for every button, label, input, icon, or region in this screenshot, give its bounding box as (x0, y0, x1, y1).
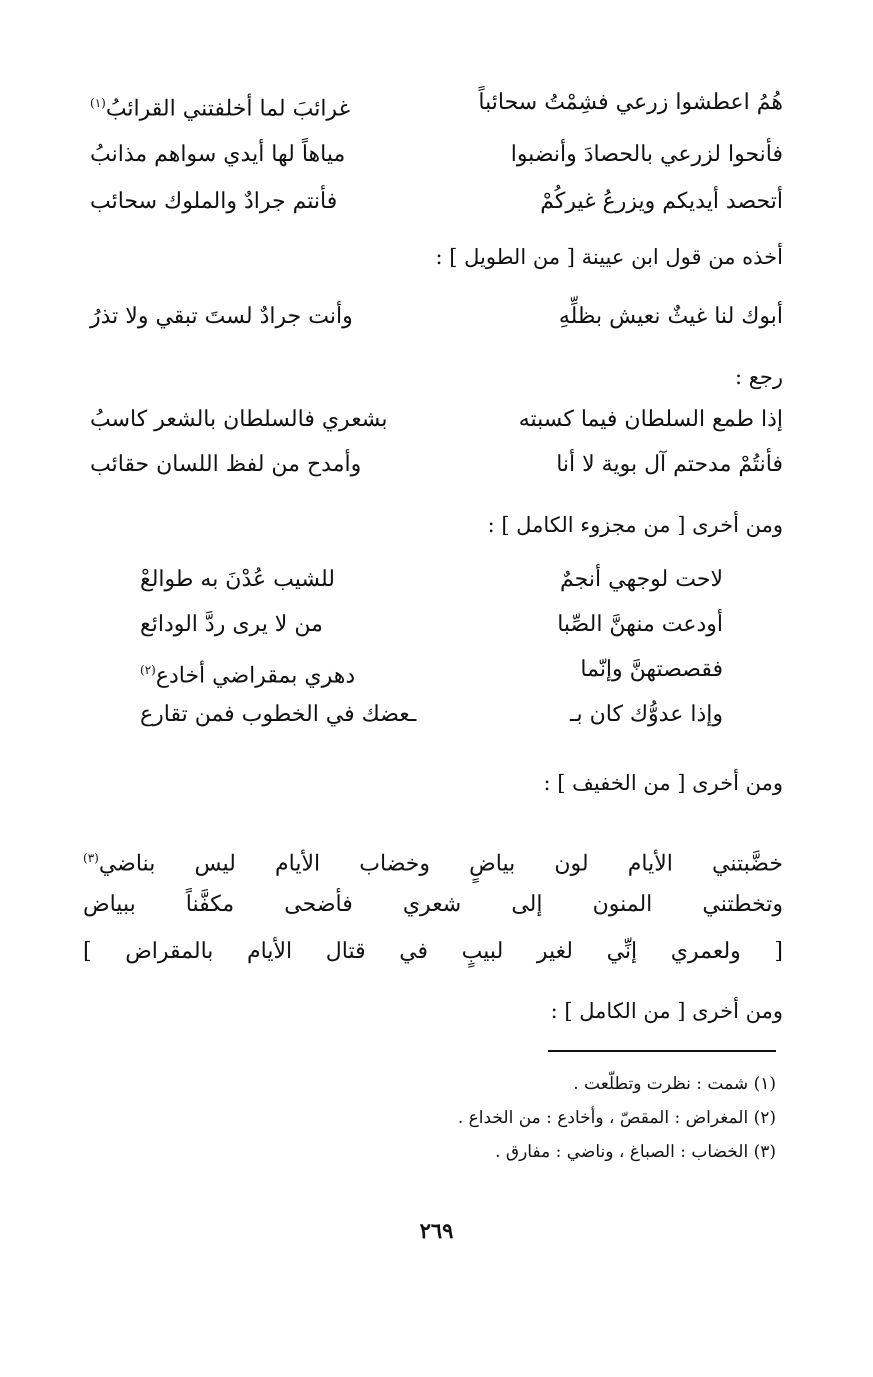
poem4-line-3: [ ولعمري إنِّي لغير لبيبٍ في قتال الأيام بالمقراض ] (83, 939, 783, 964)
page-number: ٢٦٩ (419, 1218, 454, 1243)
poem3-verse-4-second: ـعضك في الخطوب فمن تقارع (140, 702, 417, 727)
footnote-marker-3: (٣) (83, 851, 99, 865)
intro-khafif: ومن أخرى [ من الخفيف ] : (543, 771, 783, 795)
quote-second-hemistich: وأنت جرادٌ لستَ تبقي ولا تذرُ (90, 304, 353, 329)
poem4-line-2: وتخطتني المنون إلى شعري فأضحى مكفَّناً ببياض (83, 892, 783, 917)
poem3-verse-3-second (140, 655, 355, 691)
poem3-verse-4-first: وإذا عدوُّك كان بـ (570, 702, 723, 727)
verse-1-first-hemistich: هُمُ اعطشوا زرعي فشِمْتُ سحائباً (478, 90, 783, 115)
poem2-verse-1-first: إذا طمع السلطان فيما كسبته (518, 407, 783, 432)
poem3-verse-1-first: لاحت لوجهي أنجمٌ (560, 567, 723, 592)
poem2-verse-1-second: بشعري فالسلطان بالشعر كاسبُ (90, 407, 388, 432)
poem2-verse-2-second: وأمدح من لفظ اللسان حقائب (90, 452, 362, 477)
poem3-verse-1-second: للشيب عُدْنَ به طوالعْ (140, 567, 335, 592)
poem4-line-1-text: خضَّبتني الأيام لون بياضٍ وخضاب الأيام ليس بناضي (98, 851, 783, 877)
footnote-1: (١) شمت : نظرت وتطلّعت . (573, 1074, 776, 1094)
quote-first-hemistich: أبوك لنا غيثٌ نعيش بظلِّهِ (558, 304, 783, 329)
intro-rajaa: رجع : (734, 365, 783, 389)
footnote-2: (٢) المغراض : المقصّ ، وأخادع : من الخداع . (457, 1108, 776, 1128)
footnote-marker-1: (١) (90, 96, 106, 110)
intro-kamil: ومن أخرى [ من الكامل ] : (550, 999, 783, 1023)
poem4-line-1 (83, 843, 783, 879)
poem2-verse-2-first: فأنتُمْ مدحتم آل بوية لا أنا (556, 452, 783, 477)
verse-1-second-text: غرائبَ لما أخلفتني القرائبُ (105, 96, 351, 122)
footnote-3: (٣) الخضاب : الصباغ ، وناضي : مفارق . (495, 1142, 776, 1162)
verse-1-second-hemistich (90, 88, 350, 124)
verse-2-first-hemistich: فأنحوا لزرعي بالحصادَ وأنضبوا (510, 142, 783, 167)
verse-2-second-hemistich: مياهاً لها أيدي سواهم مذانبُ (90, 142, 346, 167)
intro-majzuu-kamil: ومن أخرى [ من مجزوء الكامل ] : (487, 513, 783, 537)
verse-3-first-hemistich: أتحصد أيديكم ويزرعُ غيركُمْ (540, 189, 783, 214)
footnote-marker-2: (٢) (140, 663, 156, 677)
poem3-verse-2-first: أودعت منهنَّ الصِّبا (557, 612, 723, 637)
poem3-verse-3-first: فقصصتهنَّ وإنّما (580, 657, 723, 682)
footnote-separator (548, 1050, 776, 1052)
intro-ibn-uyayna: أخذه من قول ابن عيينة [ من الطويل ] : (435, 245, 783, 269)
poem3-verse-3-second-text: دهري بمقراضي أخادع (155, 663, 356, 689)
poem3-verse-2-second: من لا يرى ردَّ الودائع (140, 612, 323, 637)
verse-3-second-hemistich: فأنتم جرادٌ والملوك سحائب (90, 189, 338, 214)
